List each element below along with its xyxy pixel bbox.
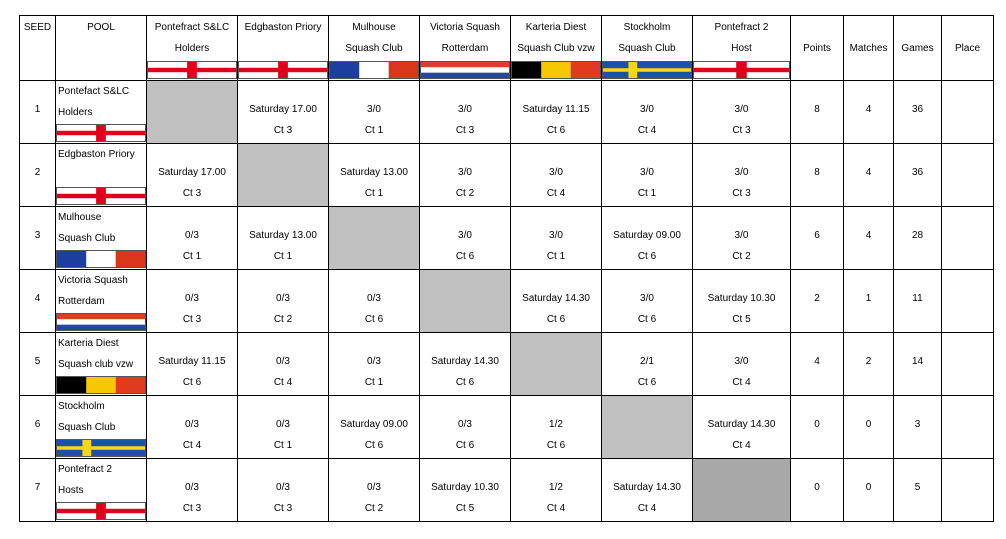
matches-cell (844, 333, 894, 396)
table-row (20, 144, 994, 207)
place-cell (942, 459, 994, 522)
points-cell (791, 270, 844, 333)
match-cell (420, 81, 511, 144)
seed-cell (20, 270, 56, 333)
seed-value: 2 (34, 167, 41, 178)
place-cell (942, 333, 994, 396)
match-court: Ct 1 (273, 251, 293, 262)
matches-value: 4 (865, 104, 872, 115)
match-court: Ct 5 (455, 503, 475, 514)
match-cell (147, 459, 238, 522)
seed-cell (20, 207, 56, 270)
match-cell (420, 144, 511, 207)
table-row (20, 333, 994, 396)
england-flag-icon (56, 502, 146, 520)
place-header-label: Place (954, 43, 980, 54)
match-court: Ct 6 (546, 314, 566, 325)
match-court: Ct 6 (455, 440, 475, 451)
match-cell (511, 396, 602, 459)
seed-cell (20, 81, 56, 144)
self-match-cell (420, 270, 511, 333)
seed-value: 3 (34, 230, 41, 241)
netherlands-flag-icon (420, 61, 510, 79)
self-match-cell (602, 396, 693, 459)
match-court: Ct 1 (364, 377, 384, 388)
table-row (20, 207, 994, 270)
pool-header-label: POOL (87, 22, 115, 33)
match-cell (147, 207, 238, 270)
england-flag-icon (147, 61, 237, 79)
self-match-cell (329, 207, 420, 270)
points-header-label: Points (803, 43, 831, 54)
team-header-line1: Victoria Squash (430, 22, 500, 33)
match-cell (693, 207, 791, 270)
match-court: Ct 3 (182, 314, 202, 325)
team-name-cell (56, 396, 147, 459)
games-value: 11 (912, 293, 923, 304)
points-cell (791, 396, 844, 459)
match-cell (511, 144, 602, 207)
match-result: Saturday 10.30 (431, 482, 499, 493)
match-result: 0/3 (185, 419, 199, 430)
match-court: Ct 6 (182, 377, 202, 388)
england-flag-icon (56, 187, 146, 205)
place-value (942, 270, 993, 293)
match-cell (329, 270, 420, 333)
points-value: 8 (814, 167, 820, 178)
games-cell (894, 144, 942, 207)
team-name-line1: Pontefract 2 (58, 464, 112, 475)
games-value: 36 (911, 104, 924, 115)
seed-cell (20, 459, 56, 522)
match-result: 3/0 (640, 104, 654, 115)
match-result: 2/1 (640, 356, 654, 367)
match-court: Ct 6 (637, 251, 657, 262)
france-flag-icon (56, 250, 146, 268)
team-name-line1: Stockholm (58, 401, 105, 412)
team-name-line2: Squash Club (58, 422, 116, 433)
match-cell (238, 459, 329, 522)
match-cell (329, 459, 420, 522)
match-cell (147, 396, 238, 459)
team-header (693, 16, 791, 81)
match-court: Ct 1 (273, 440, 293, 451)
match-court: Ct 4 (546, 188, 566, 199)
match-result: 0/3 (367, 356, 381, 367)
match-court: Ct 3 (732, 188, 751, 199)
match-result: 0/3 (276, 293, 290, 304)
match-cell (693, 270, 791, 333)
games-header-label: Games (901, 43, 934, 54)
team-name-line2: Holders (58, 107, 93, 118)
points-value: 4 (814, 356, 820, 367)
team-name-line1: Pontefact S&LC (58, 86, 130, 97)
matches-cell (844, 459, 894, 522)
match-result: 3/0 (734, 167, 749, 178)
team-header-line1: Mulhouse (352, 22, 396, 33)
games-header (894, 16, 942, 81)
team-header (329, 16, 420, 81)
match-result: Saturday 11.15 (522, 104, 590, 115)
match-cell (693, 333, 791, 396)
self-match-cell (147, 81, 238, 144)
match-result: Saturday 17.00 (249, 104, 317, 115)
games-value: 5 (914, 482, 921, 493)
pool-header (56, 16, 147, 81)
matches-header (844, 16, 894, 81)
seed-value: 5 (34, 356, 41, 367)
matches-value: 0 (865, 419, 872, 430)
match-result: 3/0 (458, 104, 472, 115)
place-value (942, 333, 993, 356)
match-cell (602, 459, 693, 522)
match-result: Saturday 10.30 (707, 293, 776, 304)
match-result: 3/0 (640, 167, 654, 178)
match-cell (238, 81, 329, 144)
match-result: Saturday 09.00 (613, 230, 681, 241)
match-cell (420, 207, 511, 270)
match-cell (329, 81, 420, 144)
match-cell (420, 333, 511, 396)
belgium-flag-icon (56, 376, 146, 394)
sweden-flag-icon (56, 439, 146, 457)
games-cell (894, 81, 942, 144)
team-header-line2: Squash Club (618, 43, 676, 54)
match-result: 0/3 (276, 356, 290, 367)
match-cell (420, 459, 511, 522)
team-name-line1: Edgbaston Priory (58, 149, 135, 160)
match-cell (238, 333, 329, 396)
match-court: Ct 6 (455, 377, 475, 388)
match-result: 0/3 (185, 482, 199, 493)
match-court: Ct 4 (182, 440, 202, 451)
place-cell (942, 270, 994, 333)
team-name-cell (56, 207, 147, 270)
match-court: Ct 6 (455, 251, 475, 262)
table-row (20, 396, 994, 459)
match-cell (602, 144, 693, 207)
team-name-line2: Rotterdam (58, 296, 105, 307)
games-value: 14 (911, 356, 924, 367)
games-value: 36 (911, 167, 924, 178)
match-court: Ct 3 (273, 125, 293, 136)
match-result: 0/3 (367, 482, 381, 493)
team-header-line2: Squash Club vzw (517, 43, 595, 54)
match-court: Ct 1 (364, 125, 384, 136)
team-header (602, 16, 693, 81)
place-cell (942, 81, 994, 144)
match-court: Ct 3 (455, 125, 475, 136)
match-court: Ct 1 (182, 251, 202, 262)
match-result: 1/2 (549, 419, 563, 430)
points-cell (791, 459, 844, 522)
place-value (942, 459, 993, 482)
match-result: 0/3 (276, 419, 290, 430)
self-match-cell (693, 459, 791, 522)
seed-value: 6 (34, 419, 41, 430)
team-header-line2: Rotterdam (441, 43, 489, 54)
match-cell (147, 333, 238, 396)
matches-value: 0 (865, 482, 872, 493)
self-match-cell (238, 144, 329, 207)
match-cell (602, 81, 693, 144)
team-name-cell (56, 270, 147, 333)
match-cell (329, 144, 420, 207)
match-court: Ct 2 (732, 251, 751, 262)
place-cell (942, 144, 994, 207)
games-cell (894, 459, 942, 522)
points-cell (791, 333, 844, 396)
place-value (942, 207, 993, 230)
team-header (420, 16, 511, 81)
table-row (20, 459, 994, 522)
match-court: Ct 6 (546, 125, 566, 136)
team-header (511, 16, 602, 81)
points-cell (791, 207, 844, 270)
match-result: 3/0 (734, 104, 749, 115)
england-flag-icon (56, 124, 146, 142)
match-court: Ct 6 (546, 440, 566, 451)
sweden-flag-icon (602, 61, 692, 79)
seed-value: 1 (34, 104, 41, 115)
matches-value: 2 (865, 356, 872, 367)
match-result: Saturday 09.00 (340, 419, 408, 430)
match-court: Ct 1 (364, 188, 384, 199)
games-value: 3 (914, 419, 921, 430)
match-court: Ct 2 (364, 503, 384, 514)
france-flag-icon (329, 61, 419, 79)
match-court: Ct 5 (732, 314, 751, 325)
match-result: 3/0 (458, 230, 472, 241)
place-cell (942, 207, 994, 270)
matches-value: 1 (865, 293, 872, 304)
match-result: Saturday 14.30 (431, 356, 499, 367)
points-value: 0 (814, 482, 820, 493)
games-cell (894, 333, 942, 396)
team-header (147, 16, 238, 81)
team-header-line2: Holders (174, 43, 210, 54)
match-result: 3/0 (549, 230, 563, 241)
england-flag-icon (238, 61, 328, 79)
games-cell (894, 396, 942, 459)
matches-header-label: Matches (849, 43, 888, 54)
matches-cell (844, 207, 894, 270)
match-cell (693, 81, 791, 144)
match-cell (147, 144, 238, 207)
team-name-line2: Hosts (58, 485, 84, 496)
team-name-cell (56, 144, 147, 207)
match-cell (693, 144, 791, 207)
match-court: Ct 6 (364, 314, 384, 325)
matches-cell (844, 81, 894, 144)
team-name-line1: Victoria Squash (58, 275, 128, 286)
match-result: 0/3 (185, 293, 199, 304)
match-court: Ct 4 (637, 503, 657, 514)
place-cell (942, 396, 994, 459)
place-value (942, 81, 993, 104)
team-header-line1: Karteria Diest (525, 22, 587, 33)
match-result: 3/0 (549, 167, 563, 178)
match-cell (511, 207, 602, 270)
match-result: 1/2 (549, 482, 563, 493)
matches-value: 4 (865, 167, 872, 178)
match-court: Ct 3 (273, 503, 293, 514)
match-court: Ct 4 (732, 377, 751, 388)
match-cell (511, 270, 602, 333)
match-court: Ct 4 (732, 440, 751, 451)
match-cell (147, 270, 238, 333)
match-court: Ct 4 (273, 377, 293, 388)
team-header-line2: Host (731, 43, 752, 54)
match-cell (238, 270, 329, 333)
match-result: 0/3 (367, 293, 381, 304)
match-cell (329, 396, 420, 459)
points-value: 8 (814, 104, 820, 115)
games-cell (894, 270, 942, 333)
match-result: 3/0 (734, 230, 749, 241)
seed-cell (20, 144, 56, 207)
team-header-line1: Stockholm (623, 22, 671, 33)
team-header-line1: Edgbaston Priory (244, 22, 322, 33)
match-court: Ct 6 (364, 440, 384, 451)
match-result: Saturday 14.30 (613, 482, 681, 493)
belgium-flag-icon (511, 61, 601, 79)
match-court: Ct 3 (182, 503, 202, 514)
match-cell (238, 207, 329, 270)
team-name-cell (56, 459, 147, 522)
team-name-line2: Squash club vzw (58, 359, 134, 370)
header-row (20, 16, 994, 81)
match-cell (420, 396, 511, 459)
seed-value: 7 (34, 482, 41, 493)
match-result: Saturday 13.00 (249, 230, 317, 241)
match-cell (693, 396, 791, 459)
points-value: 6 (814, 230, 820, 241)
team-header (238, 16, 329, 81)
match-cell (602, 207, 693, 270)
games-cell (894, 207, 942, 270)
match-cell (238, 396, 329, 459)
team-header-line2: Squash Club (345, 43, 403, 54)
match-result: 3/0 (458, 167, 472, 178)
netherlands-flag-icon (56, 313, 146, 331)
pool-table (19, 15, 994, 522)
england-flag-icon (693, 61, 790, 79)
table-row (20, 81, 994, 144)
table-row (20, 270, 994, 333)
points-cell (791, 81, 844, 144)
place-header (942, 16, 994, 81)
match-result: Saturday 13.00 (340, 167, 408, 178)
place-value (942, 144, 993, 167)
seed-cell (20, 333, 56, 396)
place-value (942, 396, 993, 419)
match-court: Ct 4 (546, 503, 566, 514)
match-court: Ct 2 (455, 188, 475, 199)
seed-header-label: SEED (23, 22, 52, 33)
match-court: Ct 6 (637, 314, 657, 325)
match-result: 3/0 (640, 293, 654, 304)
match-result: 3/0 (734, 356, 749, 367)
team-name-line1: Karteria Diest (58, 338, 119, 349)
seed-cell (20, 396, 56, 459)
match-result: Saturday 14.30 (522, 293, 590, 304)
seed-header (20, 16, 56, 81)
match-court: Ct 2 (273, 314, 293, 325)
points-cell (791, 144, 844, 207)
seed-value: 4 (34, 293, 41, 304)
match-result: 0/3 (276, 482, 290, 493)
match-cell (511, 81, 602, 144)
points-value: 2 (814, 293, 820, 304)
matches-cell (844, 396, 894, 459)
match-cell (602, 270, 693, 333)
matches-cell (844, 270, 894, 333)
matches-cell (844, 144, 894, 207)
match-court: Ct 4 (637, 125, 657, 136)
team-header-line1: Pontefract 2 (714, 22, 769, 33)
match-result: 0/3 (458, 419, 472, 430)
match-cell (329, 333, 420, 396)
match-result: Saturday 11.15 (158, 356, 226, 367)
team-name-cell (56, 333, 147, 396)
team-name-line1: Mulhouse (58, 212, 102, 223)
match-court: Ct 3 (182, 188, 202, 199)
points-header (791, 16, 844, 81)
match-court: Ct 1 (546, 251, 566, 262)
match-result: 3/0 (367, 104, 381, 115)
team-name-line2: Squash Club (58, 233, 116, 244)
match-cell (511, 459, 602, 522)
match-result: Saturday 17.00 (158, 167, 226, 178)
match-court: Ct 1 (637, 188, 657, 199)
team-name-cell (56, 81, 147, 144)
match-court: Ct 3 (732, 125, 751, 136)
points-value: 0 (814, 419, 820, 430)
team-header-line1: Pontefract S&LC (154, 22, 230, 33)
matches-value: 4 (865, 230, 872, 241)
match-cell (602, 333, 693, 396)
match-result: 0/3 (185, 230, 199, 241)
match-court: Ct 6 (637, 377, 657, 388)
match-result: Saturday 14.30 (707, 419, 776, 430)
games-value: 28 (911, 230, 924, 241)
self-match-cell (511, 333, 602, 396)
